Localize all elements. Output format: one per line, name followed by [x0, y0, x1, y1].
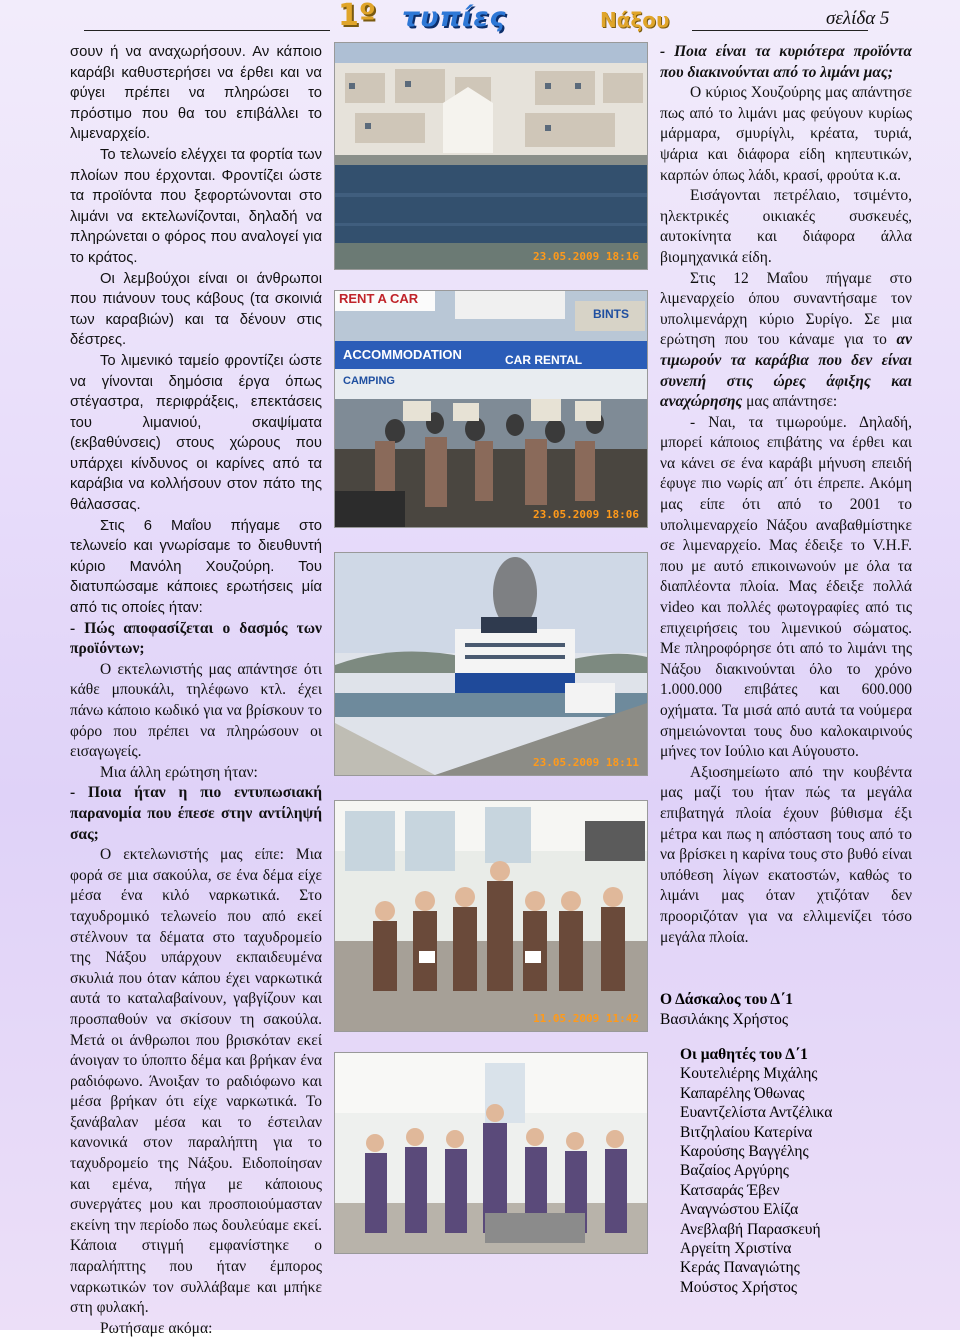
- student-name: Αναγνώστου Ελίζα: [680, 1201, 799, 1219]
- student-name: Ευαντζελίστα Αντζέλικα: [680, 1104, 833, 1122]
- protest-photo: [334, 290, 648, 528]
- question-3: - Ποια είναι τα κυριότερα προϊόντα που διακινούνται από το λιμάνι μας;: [660, 43, 912, 81]
- student-name: Βιτζηλαίου Κατερίνα: [680, 1123, 813, 1141]
- harbour-photo: [334, 42, 648, 270]
- photo-timestamp: 23.05.2009 18:16: [533, 250, 639, 263]
- right-paragraph: [660, 269, 912, 413]
- left-paragraph: Ο εκτελωνιστής μας απάντησε ότι κάθε μπουκάλι, τηλέφωνο κτλ. έχει πάνω κάποιο κωδικό για να βρίσκουν το φόρο που πρέπει να πληρώσουν οι εισαγωγείς.: [70, 660, 322, 761]
- emphasised-text: αν τιμωρούν τα καράβια που δεν είναι συνεπή στις ώρες άφιξης και αναχώρησης: [660, 331, 912, 411]
- students-list: [680, 1045, 920, 1297]
- left-column: [70, 42, 322, 1339]
- left-paragraph: σουν ή να αναχωρήσουν. Αν κάποιο καράβι καθυστερήσει να έρθει και να φύγει πρέπει να πληρώσει το πρόστιμο που θα του επιβάλλει το λιμεναρχείο.: [70, 44, 322, 143]
- sign-bints: BINTS: [593, 307, 629, 321]
- ferry-photo: [334, 552, 648, 776]
- question-2: - Ποια ήταν η πιο εντυπωσιακή παρανομία που έπεσε στην αντίληψή σας;: [70, 784, 322, 843]
- header-rule-left: [84, 30, 330, 31]
- teacher-title: Ο Δάσκαλος του Δ΄1: [660, 991, 794, 1008]
- page-number: σελίδα 5: [826, 8, 890, 29]
- left-paragraph: Ο εκτελωνιστής μας είπε: Μια φορά σε μια σακούλα, σε ένα δέμα είχε μέσα ένα κιλό ναρκωτικά. Στο ταχυδρομικό τελωνείο που από εκεί στέλνουν τα δέματα στο ταχυδρομείο της Νάξου υπάρχουν εκπαιδευμένα σκυλιά που όταν κάπου έχει ναρκωτικά αυτά το καταλαβαίνουν, γαβγίζουν και προσπαθούν να σκίσουν τη σακούλα. Μετά οι άνθρωποι που βρισκόταν εκεί άνοιγαν το ύποπτο δέμα και βρήκαν ένα ραδιόφωνο. Άνοιξαν το ραδιόφωνο και μέσα βρήκαν ότι είχε ναρκωτικά. Το ξανάβαλαν μέσα και το έστειλαν κανονικά στον παραλήπτη για το ταχυδρομείο της Νάξου. Ειδοποίησαν και εμένα, πήγα με κάποιους συνεργάτες μου και προσποιούμασταν εκείνη την περίοδο πως δουλεύαμε εκεί. Κάποια στιγμή εμφανίστηκε ο παραλήπτης που ήταν έμπορος ναρκωτικών τον συλλάβαμε και μπήκε στη φυλακή.: [70, 846, 322, 1317]
- teacher-signature: [660, 990, 912, 1030]
- students-office-image: [335, 801, 647, 1031]
- logo-word: τυπίες: [402, 2, 507, 33]
- student-name: Μούστος Χρήστος: [680, 1278, 798, 1296]
- left-paragraph: Οι λεμβούχοι είναι οι άνθρωποι που πιάνουν τους κάβους (τα σκοινιά των καραβιών) και τα δένουν στις δέστρες.: [70, 270, 322, 349]
- student-name: Καρούσης Βαγγέλης: [680, 1143, 809, 1161]
- ferry-image: [335, 553, 647, 775]
- logo-number: 1º: [338, 0, 376, 33]
- right-text: Στις 12 Μαΐου πήγαμε στο λιμεναρχείο όπου συναντήσαμε τον υπολιμενάρχη κύριο Συρίγο. Σε μια ερώτηση που του κάναμε για το: [660, 269, 912, 349]
- sign-rent-a-car: RENT A CAR: [339, 291, 419, 306]
- photo-timestamp: 23.05.2009 18:11: [533, 756, 639, 769]
- left-paragraph: Στις 6 Μαΐου πήγαμε στο τελωνείο και γνωρίσαμε το διευθυντή κύριο Μανόλη Χουζούρη. Του διατυπώσαμε κάποιες ερωτήσεις μία από τις οποίες ήταν:: [70, 517, 322, 617]
- harbour-image: [335, 43, 647, 269]
- right-text: μας απάντησε:: [742, 393, 838, 411]
- left-paragraph: Μια άλλη ερώτηση ήταν:: [100, 763, 258, 781]
- protest-image: [335, 291, 647, 527]
- student-name: Ανεβλαβή Παρασκευή: [680, 1220, 821, 1238]
- sign-camping: CAMPING: [343, 375, 395, 387]
- left-paragraph: Ρωτήσαμε ακόμα:: [100, 1319, 213, 1337]
- students-harbour-office-photo: [334, 1052, 648, 1254]
- question-1: - Πώς αποφασίζεται ο δασμός των προϊόντων;: [70, 619, 322, 658]
- student-name: Κατσαράς Έβεν: [680, 1181, 780, 1199]
- header-rule-right: [692, 30, 868, 31]
- students-heading: Οι μαθητές του Δ΄1: [680, 1046, 808, 1063]
- student-name: Καπαρέλης Όθωνας: [680, 1084, 805, 1102]
- photo-timestamp: 11.05.2009 11:42: [533, 1012, 639, 1025]
- left-paragraph: Το λιμενικό ταμείο φροντίζει ώστε να γίνονται δημόσια έργα όπως στέγαστρα, περιφράξεις, επεκτάσεις του λιμανιού, σκαψίματα (εκβαθύνσεις) στους χώρους που υπάρχει κίνδυνος οι καρίνες από τα καράβια να κολλήσουν στον πάτο της θάλασσας.: [70, 352, 322, 514]
- right-paragraph: - Ναι, τα τιμωρούμε. Δηλαδή, μπορεί κάποιος επιβάτης να έρθει και να κάνει σε ένα καράβι μήνυση επειδή έφυγε πιο νωρίς απ΄ ότι έπρεπε. Ακόμη μας είπε ότι από το 2001 το υπολιμεναρχείο Νάξου αναβαθμίστηκε σε λιμεναρχείο. Μας έδειξε το V.H.F. που με αυτό επικοινωνούν με όλα τα διαπλέοντα πλοία. Μας έδειξε πολλά video και πολλές φωτογραφίες από τις επιχειρήσεις του λιμενικού σώματος. Με πληροφόρησε ότι από το λιμάνι της Νάξου διακινούνται όλο το χρόνο 1.000.000 επιβάτες και 600.000 οχήματα. Τα μισά από αυτά τα νούμερα σημειώνονται τους δυο καλοκαιρινούς μήνες τον Ιούλιο και Αύγουστο.: [660, 413, 912, 761]
- students-office-photo: [334, 800, 648, 1032]
- photo-timestamp: 23.05.2009 18:06: [533, 508, 639, 521]
- sign-accommodation: ACCOMMODATION: [343, 347, 462, 362]
- left-paragraph: Το τελωνείο ελέγχει τα φορτία των πλοίων που έρχονται. Φροντίζει ώστε τα προϊόντα που ξεφορτώνονται στο λιμάνι να εκτελωνίζονται, δηλαδή να πληρώνεται ο φόρος που αναλογεί για το κράτος.: [70, 146, 322, 266]
- right-paragraph: Αξιοσημείωτο από την κουβέντα μας μαζί του ήταν πώς τα μεγάλα επιβατηγά πλοία έχουν βύθισμα έξι μέτρα και πως η απόσταση τους από το να βρίσκει η καρίνα τους στο βυθό είναι υπόθεση λίγων εκατοστών, καθώς το λιμάνι μας όταν χτιζόταν δεν προοριζόταν για να ελλιμενίζει τόσο μεγάλα πλοία.: [660, 763, 912, 946]
- students-harbour-office-image: [335, 1053, 647, 1253]
- page-header: [60, 0, 910, 36]
- student-name: Αργείτη Χριστίνα: [680, 1240, 792, 1258]
- right-paragraph: Εισάγονται πετρέλαιο, τσιμέντο, ηλεκτρικές οικιακές συσκευές, αυτοκίνητα και διάφορα άλλα βιομηχανικά είδη.: [660, 187, 912, 266]
- student-name: Κουτελιέρης Μιχάλης: [680, 1065, 818, 1083]
- logo-subtitle: Νάξου: [600, 8, 670, 32]
- student-name: Κεράς Παναγιώτης: [680, 1259, 800, 1277]
- student-name: Βαζαίος Αργύρης: [680, 1162, 789, 1180]
- right-paragraph: Ο κύριος Χουζούρης μας απάντησε πως από το λιμάνι μας φεύγουν κυρίως μάρμαρα, σμυρίγλι, κρέατα, τυριά, ψάρια και διάφορα είδη κηπευτικών, καρπών όπως λάδι, κρασί, φρούτα κ.α.: [660, 84, 912, 184]
- sign-car-rental: CAR RENTAL: [505, 353, 583, 367]
- teacher-name: Βασιλάκης Χρήστος: [660, 1011, 789, 1028]
- right-column: [660, 42, 912, 948]
